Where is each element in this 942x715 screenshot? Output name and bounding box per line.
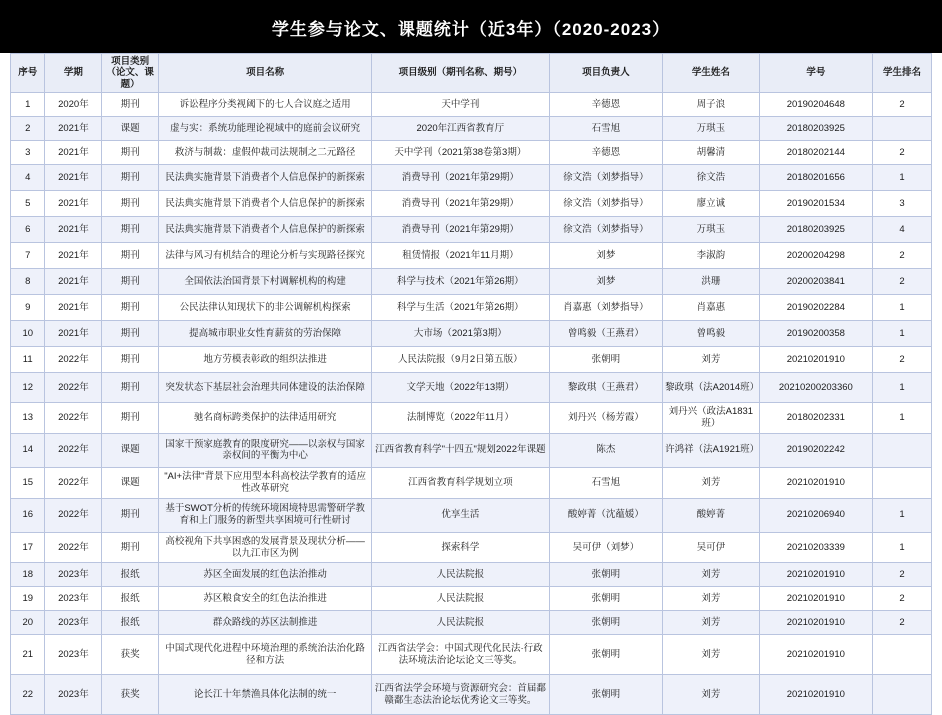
cell-leader: 辛德恩	[549, 93, 663, 117]
cell-student-name: 刘芳	[663, 347, 759, 373]
cell-student-name: 许鸿祥（法A1921班）	[663, 433, 759, 467]
cell-project-name: 突发状态下基层社会治理共同体建设的法治保障	[159, 373, 372, 403]
cell-project-name: 民法典实施背景下消费者个人信息保护的新探索	[159, 191, 372, 217]
cell-student-rank: 2	[873, 587, 932, 611]
cell-leader: 徐文浩（刘梦指导）	[549, 191, 663, 217]
cell-term: 2021年	[45, 165, 102, 191]
cell-student-rank: 2	[873, 93, 932, 117]
cell-leader: 陈杰	[549, 433, 663, 467]
cell-student-name: 刘芳	[663, 467, 759, 498]
cell-project-name: 全国依法治国背景下村调解机构的构建	[159, 269, 372, 295]
column-header-student-name: 学生姓名	[663, 54, 759, 93]
cell-student-id: 20190204648	[759, 93, 873, 117]
cell-term: 2022年	[45, 498, 102, 532]
cell-student-name: 胡馨清	[663, 141, 759, 165]
cell-leader: 石雪旭	[549, 467, 663, 498]
cell-project-level: 优享生活	[372, 498, 550, 532]
cell-student-name: 洪珊	[663, 269, 759, 295]
cell-student-rank	[873, 467, 932, 498]
cell-term: 2022年	[45, 532, 102, 563]
cell-leader: 张朝明	[549, 635, 663, 675]
table-row	[11, 117, 932, 141]
cell-student-rank: 1	[873, 295, 932, 321]
cell-category: 期刊	[102, 243, 159, 269]
cell-student-name: 李淑韵	[663, 243, 759, 269]
cell-leader: 肖嘉惠（刘梦指导）	[549, 295, 663, 321]
cell-index: 7	[11, 243, 45, 269]
cell-category: 课题	[102, 117, 159, 141]
cell-index: 20	[11, 611, 45, 635]
cell-index: 17	[11, 532, 45, 563]
cell-project-level: 天中学刊（2021第38卷第3期）	[372, 141, 550, 165]
cell-leader: 刘梦	[549, 269, 663, 295]
cell-student-rank: 2	[873, 269, 932, 295]
cell-student-name: 刘芳	[663, 611, 759, 635]
cell-student-rank: 3	[873, 191, 932, 217]
column-header-project-level: 项目级别（期刊名称、期号）	[372, 54, 550, 93]
cell-student-name: 徐文浩	[663, 165, 759, 191]
cell-project-level: 科学与技术（2021年第26期）	[372, 269, 550, 295]
cell-student-id: 20210201910	[759, 347, 873, 373]
cell-student-id: 20180203925	[759, 217, 873, 243]
cell-student-name: 曾鸣毅	[663, 321, 759, 347]
cell-student-id: 20210201910	[759, 467, 873, 498]
cell-student-name: 廖立诚	[663, 191, 759, 217]
cell-leader: 辛德恩	[549, 141, 663, 165]
cell-project-level: 法制博览（2022年11月）	[372, 403, 550, 434]
cell-project-name: "AI+法律"背景下应用型本科高校法学教育的适应性改革研究	[159, 467, 372, 498]
cell-student-id: 20210201910	[759, 635, 873, 675]
cell-category: 期刊	[102, 165, 159, 191]
cell-term: 2022年	[45, 373, 102, 403]
cell-student-id: 20180202331	[759, 403, 873, 434]
cell-student-name: 万琪玉	[663, 117, 759, 141]
cell-term: 2023年	[45, 587, 102, 611]
cell-leader: 吴可伊（刘梦）	[549, 532, 663, 563]
cell-index: 16	[11, 498, 45, 532]
cell-student-rank: 1	[873, 403, 932, 434]
cell-leader: 张朝明	[549, 675, 663, 715]
cell-term: 2021年	[45, 117, 102, 141]
cell-student-name: 黎政琪（法A2014班）	[663, 373, 759, 403]
cell-student-rank: 2	[873, 141, 932, 165]
column-header-student-rank: 学生排名	[873, 54, 932, 93]
cell-leader: 徐文浩（刘梦指导）	[549, 217, 663, 243]
cell-leader: 石雪旭	[549, 117, 663, 141]
cell-category: 期刊	[102, 403, 159, 434]
cell-index: 13	[11, 403, 45, 434]
table-row	[11, 243, 932, 269]
cell-leader: 张朝明	[549, 563, 663, 587]
cell-student-id: 20210200203360	[759, 373, 873, 403]
table-row	[11, 217, 932, 243]
statistics-table	[10, 53, 932, 715]
cell-project-name: 基于SWOT分析的传统环境困境特思需警研学教育和上门服务的新型共享困境可行性研讨	[159, 498, 372, 532]
cell-leader: 张朝明	[549, 611, 663, 635]
cell-category: 期刊	[102, 141, 159, 165]
cell-term: 2021年	[45, 295, 102, 321]
cell-project-level: 人民法院报	[372, 587, 550, 611]
cell-student-name: 刘芳	[663, 675, 759, 715]
cell-term: 2023年	[45, 675, 102, 715]
cell-category: 期刊	[102, 217, 159, 243]
cell-term: 2021年	[45, 243, 102, 269]
column-header-student-id: 学号	[759, 54, 873, 93]
cell-index: 6	[11, 217, 45, 243]
cell-category: 期刊	[102, 347, 159, 373]
cell-student-name: 酸婷菁	[663, 498, 759, 532]
cell-project-name: 地方劳模表彰政的组织法推进	[159, 347, 372, 373]
cell-project-name: 苏区全面发展的红色法治推动	[159, 563, 372, 587]
cell-index: 8	[11, 269, 45, 295]
table-row	[11, 403, 932, 434]
cell-category: 期刊	[102, 321, 159, 347]
cell-project-level: 探索科学	[372, 532, 550, 563]
cell-project-name: 公民法律认知现状下的非公调解机构探索	[159, 295, 372, 321]
cell-category: 报纸	[102, 563, 159, 587]
cell-project-level: 消费导刊（2021年第29期）	[372, 217, 550, 243]
cell-project-name: 救济与制裁：虚假仲裁司法规制之二元路径	[159, 141, 372, 165]
cell-student-rank: 4	[873, 217, 932, 243]
cell-student-id: 20210201910	[759, 563, 873, 587]
cell-student-rank: 1	[873, 321, 932, 347]
table-row	[11, 611, 932, 635]
cell-category: 期刊	[102, 93, 159, 117]
cell-student-name: 刘丹兴（政法A1831班）	[663, 403, 759, 434]
cell-term: 2020年	[45, 93, 102, 117]
cell-project-level: 江西省法学会环境与资源研究会：首届鄱赣鄱生态法治论坛优秀论文三等奖。	[372, 675, 550, 715]
cell-student-rank: 1	[873, 532, 932, 563]
cell-term: 2022年	[45, 433, 102, 467]
cell-student-name: 刘芳	[663, 635, 759, 675]
cell-student-rank	[873, 635, 932, 675]
cell-project-level: 2020年江西省教育厅	[372, 117, 550, 141]
table-row	[11, 347, 932, 373]
table-row	[11, 373, 932, 403]
cell-project-name: 民法典实施背景下消费者个人信息保护的新探索	[159, 165, 372, 191]
table-row	[11, 141, 932, 165]
cell-category: 期刊	[102, 269, 159, 295]
cell-term: 2021年	[45, 217, 102, 243]
table-row	[11, 675, 932, 715]
cell-project-level: 天中学刊	[372, 93, 550, 117]
cell-student-rank: 2	[873, 347, 932, 373]
cell-student-rank	[873, 675, 932, 715]
table-row	[11, 532, 932, 563]
cell-leader: 张朝明	[549, 587, 663, 611]
cell-index: 1	[11, 93, 45, 117]
cell-project-level: 文学天地（2022年13期）	[372, 373, 550, 403]
table-row	[11, 563, 932, 587]
column-header-project-name: 项目名称	[159, 54, 372, 93]
cell-student-id: 20190200358	[759, 321, 873, 347]
cell-term: 2021年	[45, 321, 102, 347]
cell-student-id: 20190202242	[759, 433, 873, 467]
column-header-term: 学期	[45, 54, 102, 93]
cell-project-level: 科学与生活（2021年第26期）	[372, 295, 550, 321]
cell-student-id: 20210206940	[759, 498, 873, 532]
cell-leader: 张朝明	[549, 347, 663, 373]
cell-category: 报纸	[102, 587, 159, 611]
cell-project-level: 租赁情报（2021年11月期）	[372, 243, 550, 269]
cell-student-rank: 1	[873, 498, 932, 532]
cell-project-name: 高校视角下共享困惑的发展背景及现状分析——以九江市区为例	[159, 532, 372, 563]
cell-index: 3	[11, 141, 45, 165]
page-title: 学生参与论文、课题统计（近3年）（2020-2023）	[0, 0, 942, 53]
cell-leader: 刘丹兴（杨芳霞）	[549, 403, 663, 434]
cell-index: 5	[11, 191, 45, 217]
cell-term: 2021年	[45, 191, 102, 217]
cell-category: 课题	[102, 467, 159, 498]
cell-leader: 酸婷菁（沈蕴媛）	[549, 498, 663, 532]
table-row	[11, 191, 932, 217]
cell-term: 2021年	[45, 141, 102, 165]
cell-project-level: 消费导刊（2021年第29期）	[372, 165, 550, 191]
cell-student-rank	[873, 433, 932, 467]
cell-student-name: 刘芳	[663, 587, 759, 611]
cell-student-id: 20190201534	[759, 191, 873, 217]
cell-category: 期刊	[102, 295, 159, 321]
cell-index: 19	[11, 587, 45, 611]
table-row	[11, 467, 932, 498]
cell-project-level: 江西省法学会：中国式现代化民法·行政法环境法治论坛论文三等奖。	[372, 635, 550, 675]
table-row	[11, 587, 932, 611]
cell-index: 10	[11, 321, 45, 347]
table-row	[11, 165, 932, 191]
cell-term: 2022年	[45, 403, 102, 434]
cell-index: 12	[11, 373, 45, 403]
cell-project-name: 驰名商标跨类保护的法律适用研究	[159, 403, 372, 434]
cell-student-rank: 2	[873, 243, 932, 269]
cell-student-id: 20200204298	[759, 243, 873, 269]
table-header-row	[11, 54, 932, 93]
cell-student-id: 20180201656	[759, 165, 873, 191]
cell-index: 4	[11, 165, 45, 191]
cell-student-rank: 2	[873, 611, 932, 635]
table-row	[11, 498, 932, 532]
cell-student-id: 20210201910	[759, 675, 873, 715]
cell-category: 期刊	[102, 498, 159, 532]
cell-student-name: 肖嘉惠	[663, 295, 759, 321]
cell-project-name: 诉讼程序分类视阈下的七人合议庭之适用	[159, 93, 372, 117]
cell-index: 15	[11, 467, 45, 498]
cell-category: 课题	[102, 433, 159, 467]
cell-project-name: 苏区粮食安全的红色法治推进	[159, 587, 372, 611]
cell-category: 获奖	[102, 675, 159, 715]
cell-student-id: 20190202284	[759, 295, 873, 321]
cell-student-id: 20210201910	[759, 611, 873, 635]
cell-project-name: 中国式现代化进程中环境治理的系统治法治化路径和方法	[159, 635, 372, 675]
table-body	[11, 93, 932, 715]
cell-index: 21	[11, 635, 45, 675]
cell-project-level: 大市场（2021第3期）	[372, 321, 550, 347]
cell-student-id: 20200203841	[759, 269, 873, 295]
cell-student-rank: 1	[873, 373, 932, 403]
cell-project-level: 江西省教育科学"十四五"规划2022年课题	[372, 433, 550, 467]
cell-term: 2021年	[45, 269, 102, 295]
cell-student-rank: 2	[873, 563, 932, 587]
cell-index: 14	[11, 433, 45, 467]
cell-student-id: 20210201910	[759, 587, 873, 611]
cell-project-level: 江西省教育科学规划立项	[372, 467, 550, 498]
cell-category: 期刊	[102, 532, 159, 563]
table-row	[11, 295, 932, 321]
cell-student-name: 周子浪	[663, 93, 759, 117]
cell-student-name: 吴可伊	[663, 532, 759, 563]
cell-leader: 黎政琪（王燕君）	[549, 373, 663, 403]
cell-term: 2022年	[45, 347, 102, 373]
cell-index: 9	[11, 295, 45, 321]
cell-student-id: 20180202144	[759, 141, 873, 165]
cell-index: 18	[11, 563, 45, 587]
table-row	[11, 269, 932, 295]
cell-term: 2023年	[45, 635, 102, 675]
table-row	[11, 321, 932, 347]
cell-student-rank	[873, 117, 932, 141]
cell-project-name: 国家干预家庭教育的限度研究——以亲权与国家亲权间的平衡为中心	[159, 433, 372, 467]
cell-project-name: 论长江十年禁渔具体化法制的统一	[159, 675, 372, 715]
cell-project-name: 提高城市职业女性育薪贫的劳治保障	[159, 321, 372, 347]
cell-index: 11	[11, 347, 45, 373]
table-row	[11, 635, 932, 675]
cell-project-name: 民法典实施背景下消费者个人信息保护的新探索	[159, 217, 372, 243]
cell-student-name: 刘芳	[663, 563, 759, 587]
cell-term: 2023年	[45, 611, 102, 635]
cell-student-name: 万琪玉	[663, 217, 759, 243]
cell-student-id: 20210203339	[759, 532, 873, 563]
table-row	[11, 93, 932, 117]
cell-term: 2022年	[45, 467, 102, 498]
column-header-leader: 项目负责人	[549, 54, 663, 93]
cell-index: 2	[11, 117, 45, 141]
cell-index: 22	[11, 675, 45, 715]
cell-leader: 徐文浩（刘梦指导）	[549, 165, 663, 191]
table-row	[11, 433, 932, 467]
cell-category: 期刊	[102, 191, 159, 217]
cell-student-rank: 1	[873, 165, 932, 191]
cell-project-level: 人民法院报	[372, 563, 550, 587]
cell-project-level: 人民法院报	[372, 611, 550, 635]
column-header-index: 序号	[11, 54, 45, 93]
cell-project-level: 消费导刊（2021年第29期）	[372, 191, 550, 217]
column-header-category: 项目类别（论文、课题）	[102, 54, 159, 93]
cell-project-level: 人民法院报（9月2日第五版）	[372, 347, 550, 373]
cell-project-name: 群众路线的苏区法制推进	[159, 611, 372, 635]
cell-leader: 曾鸣毅（王燕君）	[549, 321, 663, 347]
cell-project-name: 法律与风习有机结合的理论分析与实现路径探究	[159, 243, 372, 269]
cell-category: 报纸	[102, 611, 159, 635]
cell-project-name: 虚与实：系统功能理论视域中的庭前会议研究	[159, 117, 372, 141]
cell-category: 获奖	[102, 635, 159, 675]
cell-student-id: 20180203925	[759, 117, 873, 141]
cell-term: 2023年	[45, 563, 102, 587]
cell-leader: 刘梦	[549, 243, 663, 269]
table-header	[11, 54, 932, 93]
cell-category: 期刊	[102, 373, 159, 403]
